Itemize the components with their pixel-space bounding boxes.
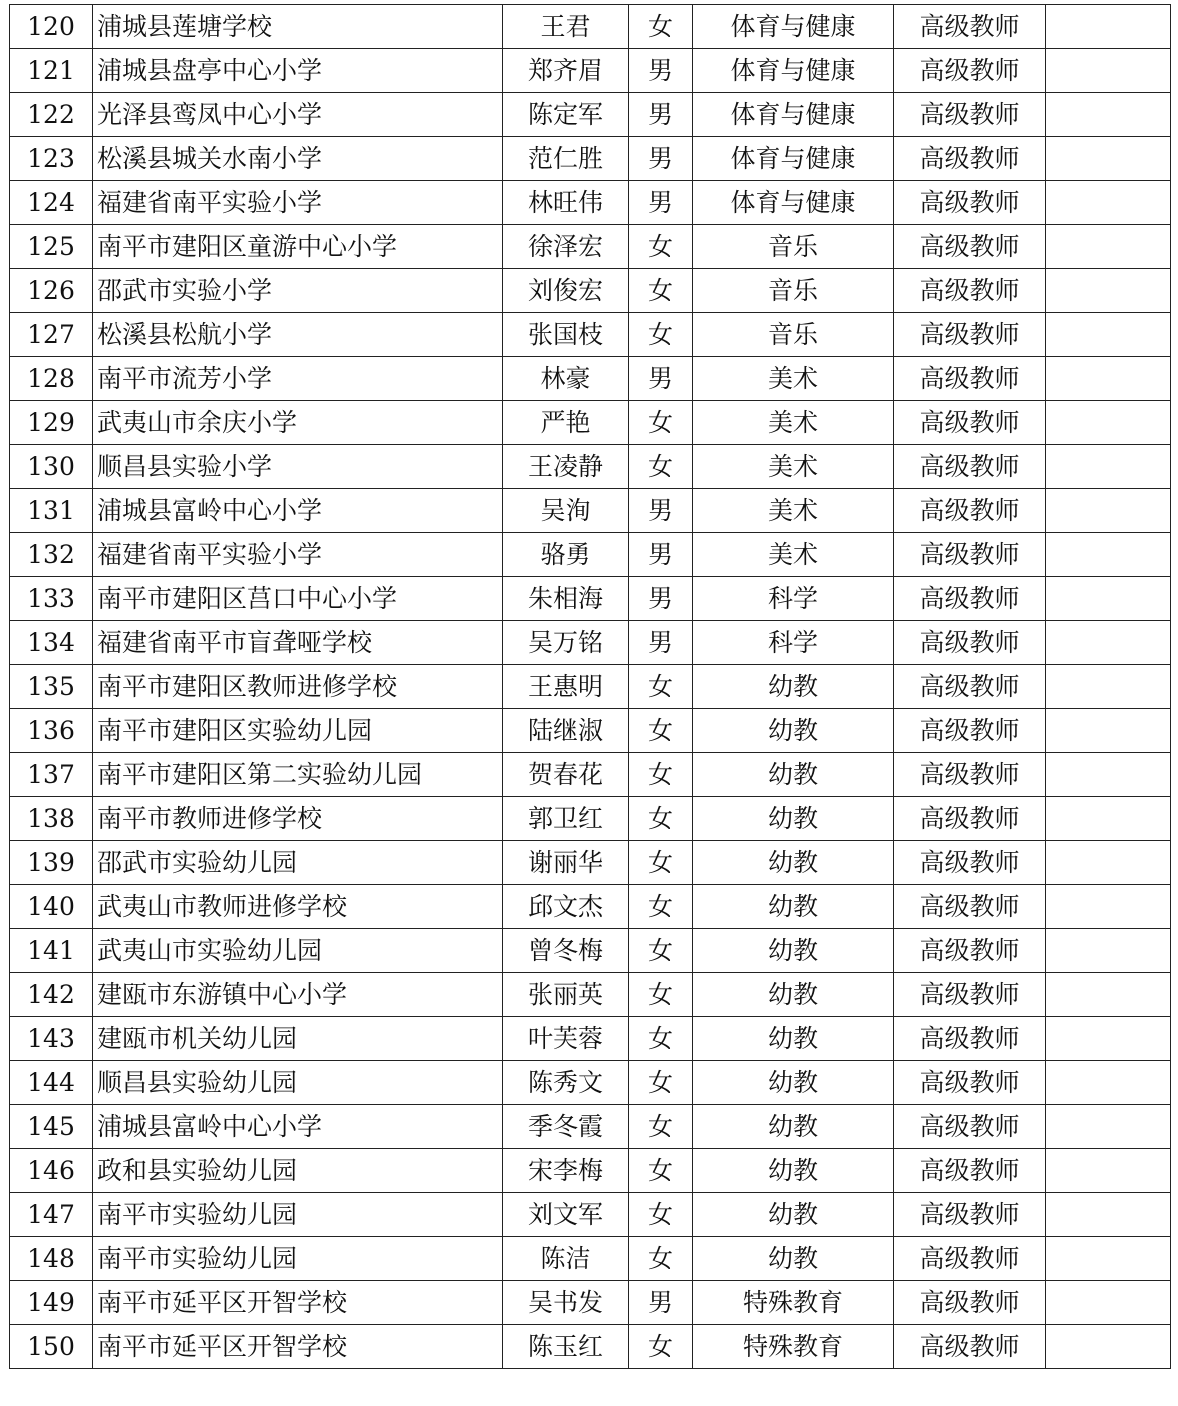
table-row bbox=[10, 93, 1171, 137]
remarks-cell bbox=[1046, 797, 1171, 841]
professional-title-cell: 高级教师 bbox=[894, 93, 1046, 137]
subject-cell: 体育与健康 bbox=[693, 137, 894, 181]
table-row bbox=[10, 1149, 1171, 1193]
serial-number-cell: 135 bbox=[10, 665, 93, 709]
teacher-name-cell: 陆继淑 bbox=[503, 709, 629, 753]
table-row bbox=[10, 577, 1171, 621]
subject-cell: 幼教 bbox=[693, 753, 894, 797]
gender-cell: 女 bbox=[629, 1017, 693, 1061]
serial-number-cell: 149 bbox=[10, 1281, 93, 1325]
serial-number-cell: 137 bbox=[10, 753, 93, 797]
teacher-name-cell: 宋李梅 bbox=[503, 1149, 629, 1193]
gender-cell: 女 bbox=[629, 1149, 693, 1193]
serial-number-cell: 148 bbox=[10, 1237, 93, 1281]
remarks-cell bbox=[1046, 225, 1171, 269]
serial-number-cell: 134 bbox=[10, 621, 93, 665]
remarks-cell bbox=[1046, 1061, 1171, 1105]
professional-title-cell: 高级教师 bbox=[894, 137, 1046, 181]
table-row bbox=[10, 533, 1171, 577]
serial-number-cell: 124 bbox=[10, 181, 93, 225]
school-cell: 光泽县鸾凤中心小学 bbox=[93, 93, 503, 137]
school-cell: 邵武市实验小学 bbox=[93, 269, 503, 313]
serial-number-cell: 147 bbox=[10, 1193, 93, 1237]
teacher-name-cell: 曾冬梅 bbox=[503, 929, 629, 973]
table-row bbox=[10, 1017, 1171, 1061]
subject-cell: 幼教 bbox=[693, 1237, 894, 1281]
teacher-name-cell: 朱相海 bbox=[503, 577, 629, 621]
serial-number-cell: 120 bbox=[10, 5, 93, 49]
school-cell: 浦城县盘亭中心小学 bbox=[93, 49, 503, 93]
remarks-cell bbox=[1046, 1193, 1171, 1237]
school-cell: 南平市流芳小学 bbox=[93, 357, 503, 401]
school-cell: 南平市延平区开智学校 bbox=[93, 1325, 503, 1369]
school-cell: 南平市实验幼儿园 bbox=[93, 1237, 503, 1281]
remarks-cell bbox=[1046, 1281, 1171, 1325]
teacher-name-cell: 季冬霞 bbox=[503, 1105, 629, 1149]
professional-title-cell: 高级教师 bbox=[894, 1149, 1046, 1193]
serial-number-cell: 128 bbox=[10, 357, 93, 401]
gender-cell: 男 bbox=[629, 533, 693, 577]
school-cell: 浦城县富岭中心小学 bbox=[93, 1105, 503, 1149]
teacher-list-table bbox=[9, 4, 1171, 1369]
school-cell: 南平市实验幼儿园 bbox=[93, 1193, 503, 1237]
gender-cell: 女 bbox=[629, 1061, 693, 1105]
subject-cell: 幼教 bbox=[693, 1193, 894, 1237]
teacher-name-cell: 王君 bbox=[503, 5, 629, 49]
school-cell: 南平市建阳区莒口中心小学 bbox=[93, 577, 503, 621]
gender-cell: 女 bbox=[629, 929, 693, 973]
teacher-name-cell: 王惠明 bbox=[503, 665, 629, 709]
school-cell: 政和县实验幼儿园 bbox=[93, 1149, 503, 1193]
gender-cell: 女 bbox=[629, 797, 693, 841]
gender-cell: 女 bbox=[629, 1325, 693, 1369]
subject-cell: 体育与健康 bbox=[693, 93, 894, 137]
serial-number-cell: 133 bbox=[10, 577, 93, 621]
gender-cell: 男 bbox=[629, 621, 693, 665]
subject-cell: 幼教 bbox=[693, 973, 894, 1017]
remarks-cell bbox=[1046, 1325, 1171, 1369]
table-row bbox=[10, 313, 1171, 357]
remarks-cell bbox=[1046, 929, 1171, 973]
school-cell: 南平市教师进修学校 bbox=[93, 797, 503, 841]
professional-title-cell: 高级教师 bbox=[894, 1105, 1046, 1149]
subject-cell: 幼教 bbox=[693, 665, 894, 709]
school-cell: 南平市建阳区教师进修学校 bbox=[93, 665, 503, 709]
table-row bbox=[10, 665, 1171, 709]
table-row bbox=[10, 489, 1171, 533]
remarks-cell bbox=[1046, 93, 1171, 137]
school-cell: 南平市建阳区童游中心小学 bbox=[93, 225, 503, 269]
remarks-cell bbox=[1046, 973, 1171, 1017]
remarks-cell bbox=[1046, 1149, 1171, 1193]
subject-cell: 幼教 bbox=[693, 1061, 894, 1105]
professional-title-cell: 高级教师 bbox=[894, 1193, 1046, 1237]
professional-title-cell: 高级教师 bbox=[894, 313, 1046, 357]
teacher-name-cell: 刘文军 bbox=[503, 1193, 629, 1237]
school-cell: 南平市建阳区第二实验幼儿园 bbox=[93, 753, 503, 797]
professional-title-cell: 高级教师 bbox=[894, 973, 1046, 1017]
gender-cell: 女 bbox=[629, 885, 693, 929]
serial-number-cell: 122 bbox=[10, 93, 93, 137]
school-cell: 松溪县城关水南小学 bbox=[93, 137, 503, 181]
serial-number-cell: 126 bbox=[10, 269, 93, 313]
remarks-cell bbox=[1046, 665, 1171, 709]
subject-cell: 幼教 bbox=[693, 885, 894, 929]
school-cell: 福建省南平实验小学 bbox=[93, 533, 503, 577]
table-row bbox=[10, 225, 1171, 269]
teacher-name-cell: 张丽英 bbox=[503, 973, 629, 1017]
table-row bbox=[10, 1061, 1171, 1105]
school-cell: 福建省南平市盲聋哑学校 bbox=[93, 621, 503, 665]
teacher-name-cell: 吴书发 bbox=[503, 1281, 629, 1325]
remarks-cell bbox=[1046, 401, 1171, 445]
school-cell: 邵武市实验幼儿园 bbox=[93, 841, 503, 885]
table-row bbox=[10, 181, 1171, 225]
professional-title-cell: 高级教师 bbox=[894, 489, 1046, 533]
table-row bbox=[10, 621, 1171, 665]
serial-number-cell: 121 bbox=[10, 49, 93, 93]
teacher-name-cell: 陈定军 bbox=[503, 93, 629, 137]
serial-number-cell: 125 bbox=[10, 225, 93, 269]
remarks-cell bbox=[1046, 1017, 1171, 1061]
teacher-name-cell: 郑齐眉 bbox=[503, 49, 629, 93]
gender-cell: 男 bbox=[629, 577, 693, 621]
teacher-name-cell: 徐泽宏 bbox=[503, 225, 629, 269]
professional-title-cell: 高级教师 bbox=[894, 49, 1046, 93]
table-row bbox=[10, 709, 1171, 753]
gender-cell: 女 bbox=[629, 313, 693, 357]
table-row bbox=[10, 797, 1171, 841]
remarks-cell bbox=[1046, 621, 1171, 665]
table-row bbox=[10, 445, 1171, 489]
remarks-cell bbox=[1046, 137, 1171, 181]
table-row bbox=[10, 885, 1171, 929]
professional-title-cell: 高级教师 bbox=[894, 665, 1046, 709]
teacher-name-cell: 范仁胜 bbox=[503, 137, 629, 181]
serial-number-cell: 123 bbox=[10, 137, 93, 181]
gender-cell: 男 bbox=[629, 93, 693, 137]
subject-cell: 美术 bbox=[693, 401, 894, 445]
gender-cell: 男 bbox=[629, 1281, 693, 1325]
serial-number-cell: 132 bbox=[10, 533, 93, 577]
subject-cell: 体育与健康 bbox=[693, 181, 894, 225]
subject-cell: 美术 bbox=[693, 533, 894, 577]
subject-cell: 音乐 bbox=[693, 269, 894, 313]
professional-title-cell: 高级教师 bbox=[894, 709, 1046, 753]
gender-cell: 女 bbox=[629, 1237, 693, 1281]
professional-title-cell: 高级教师 bbox=[894, 577, 1046, 621]
subject-cell: 幼教 bbox=[693, 1149, 894, 1193]
remarks-cell bbox=[1046, 1105, 1171, 1149]
serial-number-cell: 141 bbox=[10, 929, 93, 973]
table-body bbox=[10, 5, 1171, 1369]
professional-title-cell: 高级教师 bbox=[894, 357, 1046, 401]
professional-title-cell: 高级教师 bbox=[894, 621, 1046, 665]
professional-title-cell: 高级教师 bbox=[894, 929, 1046, 973]
remarks-cell bbox=[1046, 5, 1171, 49]
subject-cell: 特殊教育 bbox=[693, 1325, 894, 1369]
remarks-cell bbox=[1046, 841, 1171, 885]
school-cell: 松溪县松航小学 bbox=[93, 313, 503, 357]
table-row bbox=[10, 929, 1171, 973]
gender-cell: 男 bbox=[629, 489, 693, 533]
subject-cell: 美术 bbox=[693, 489, 894, 533]
gender-cell: 女 bbox=[629, 665, 693, 709]
teacher-name-cell: 张国枝 bbox=[503, 313, 629, 357]
gender-cell: 男 bbox=[629, 357, 693, 401]
table-row bbox=[10, 269, 1171, 313]
gender-cell: 男 bbox=[629, 181, 693, 225]
teacher-name-cell: 吴万铭 bbox=[503, 621, 629, 665]
serial-number-cell: 131 bbox=[10, 489, 93, 533]
remarks-cell bbox=[1046, 357, 1171, 401]
teacher-name-cell: 王凌静 bbox=[503, 445, 629, 489]
serial-number-cell: 142 bbox=[10, 973, 93, 1017]
teacher-name-cell: 陈洁 bbox=[503, 1237, 629, 1281]
professional-title-cell: 高级教师 bbox=[894, 797, 1046, 841]
teacher-name-cell: 刘俊宏 bbox=[503, 269, 629, 313]
professional-title-cell: 高级教师 bbox=[894, 269, 1046, 313]
professional-title-cell: 高级教师 bbox=[894, 181, 1046, 225]
teacher-name-cell: 林豪 bbox=[503, 357, 629, 401]
subject-cell: 幼教 bbox=[693, 929, 894, 973]
subject-cell: 幼教 bbox=[693, 1105, 894, 1149]
subject-cell: 幼教 bbox=[693, 709, 894, 753]
table-row bbox=[10, 5, 1171, 49]
table-row bbox=[10, 137, 1171, 181]
subject-cell: 体育与健康 bbox=[693, 5, 894, 49]
gender-cell: 女 bbox=[629, 841, 693, 885]
gender-cell: 女 bbox=[629, 225, 693, 269]
serial-number-cell: 139 bbox=[10, 841, 93, 885]
professional-title-cell: 高级教师 bbox=[894, 225, 1046, 269]
professional-title-cell: 高级教师 bbox=[894, 445, 1046, 489]
subject-cell: 幼教 bbox=[693, 1017, 894, 1061]
gender-cell: 男 bbox=[629, 137, 693, 181]
subject-cell: 美术 bbox=[693, 445, 894, 489]
school-cell: 武夷山市教师进修学校 bbox=[93, 885, 503, 929]
table-row bbox=[10, 401, 1171, 445]
school-cell: 南平市延平区开智学校 bbox=[93, 1281, 503, 1325]
serial-number-cell: 144 bbox=[10, 1061, 93, 1105]
table-row bbox=[10, 1325, 1171, 1369]
subject-cell: 体育与健康 bbox=[693, 49, 894, 93]
remarks-cell bbox=[1046, 533, 1171, 577]
table-row bbox=[10, 753, 1171, 797]
table-row bbox=[10, 357, 1171, 401]
gender-cell: 女 bbox=[629, 1105, 693, 1149]
serial-number-cell: 140 bbox=[10, 885, 93, 929]
subject-cell: 科学 bbox=[693, 577, 894, 621]
teacher-name-cell: 贺春花 bbox=[503, 753, 629, 797]
school-cell: 建瓯市东游镇中心小学 bbox=[93, 973, 503, 1017]
table-row bbox=[10, 1105, 1171, 1149]
professional-title-cell: 高级教师 bbox=[894, 1281, 1046, 1325]
teacher-name-cell: 吴洵 bbox=[503, 489, 629, 533]
teacher-name-cell: 陈秀文 bbox=[503, 1061, 629, 1105]
serial-number-cell: 130 bbox=[10, 445, 93, 489]
school-cell: 顺昌县实验小学 bbox=[93, 445, 503, 489]
teacher-name-cell: 谢丽华 bbox=[503, 841, 629, 885]
school-cell: 顺昌县实验幼儿园 bbox=[93, 1061, 503, 1105]
serial-number-cell: 136 bbox=[10, 709, 93, 753]
table-row bbox=[10, 1237, 1171, 1281]
subject-cell: 幼教 bbox=[693, 841, 894, 885]
remarks-cell bbox=[1046, 577, 1171, 621]
gender-cell: 女 bbox=[629, 401, 693, 445]
remarks-cell bbox=[1046, 885, 1171, 929]
remarks-cell bbox=[1046, 313, 1171, 357]
table-row bbox=[10, 1193, 1171, 1237]
remarks-cell bbox=[1046, 709, 1171, 753]
professional-title-cell: 高级教师 bbox=[894, 1061, 1046, 1105]
subject-cell: 科学 bbox=[693, 621, 894, 665]
gender-cell: 女 bbox=[629, 269, 693, 313]
professional-title-cell: 高级教师 bbox=[894, 1325, 1046, 1369]
teacher-name-cell: 邱文杰 bbox=[503, 885, 629, 929]
school-cell: 建瓯市机关幼儿园 bbox=[93, 1017, 503, 1061]
remarks-cell bbox=[1046, 181, 1171, 225]
professional-title-cell: 高级教师 bbox=[894, 885, 1046, 929]
remarks-cell bbox=[1046, 489, 1171, 533]
serial-number-cell: 143 bbox=[10, 1017, 93, 1061]
school-cell: 南平市建阳区实验幼儿园 bbox=[93, 709, 503, 753]
school-cell: 武夷山市余庆小学 bbox=[93, 401, 503, 445]
professional-title-cell: 高级教师 bbox=[894, 1017, 1046, 1061]
serial-number-cell: 127 bbox=[10, 313, 93, 357]
professional-title-cell: 高级教师 bbox=[894, 5, 1046, 49]
remarks-cell bbox=[1046, 49, 1171, 93]
serial-number-cell: 150 bbox=[10, 1325, 93, 1369]
subject-cell: 音乐 bbox=[693, 225, 894, 269]
professional-title-cell: 高级教师 bbox=[894, 401, 1046, 445]
professional-title-cell: 高级教师 bbox=[894, 1237, 1046, 1281]
professional-title-cell: 高级教师 bbox=[894, 841, 1046, 885]
professional-title-cell: 高级教师 bbox=[894, 533, 1046, 577]
teacher-name-cell: 叶芙蓉 bbox=[503, 1017, 629, 1061]
school-cell: 浦城县莲塘学校 bbox=[93, 5, 503, 49]
gender-cell: 女 bbox=[629, 753, 693, 797]
gender-cell: 女 bbox=[629, 973, 693, 1017]
subject-cell: 音乐 bbox=[693, 313, 894, 357]
remarks-cell bbox=[1046, 445, 1171, 489]
subject-cell: 幼教 bbox=[693, 797, 894, 841]
gender-cell: 女 bbox=[629, 709, 693, 753]
gender-cell: 女 bbox=[629, 5, 693, 49]
table-row bbox=[10, 841, 1171, 885]
school-cell: 武夷山市实验幼儿园 bbox=[93, 929, 503, 973]
gender-cell: 女 bbox=[629, 445, 693, 489]
gender-cell: 男 bbox=[629, 49, 693, 93]
gender-cell: 女 bbox=[629, 1193, 693, 1237]
subject-cell: 特殊教育 bbox=[693, 1281, 894, 1325]
teacher-name-cell: 郭卫红 bbox=[503, 797, 629, 841]
teacher-name-cell: 林旺伟 bbox=[503, 181, 629, 225]
school-cell: 浦城县富岭中心小学 bbox=[93, 489, 503, 533]
school-cell: 福建省南平实验小学 bbox=[93, 181, 503, 225]
teacher-name-cell: 骆勇 bbox=[503, 533, 629, 577]
serial-number-cell: 138 bbox=[10, 797, 93, 841]
table-row bbox=[10, 49, 1171, 93]
table-row bbox=[10, 1281, 1171, 1325]
remarks-cell bbox=[1046, 753, 1171, 797]
remarks-cell bbox=[1046, 269, 1171, 313]
serial-number-cell: 146 bbox=[10, 1149, 93, 1193]
teacher-name-cell: 严艳 bbox=[503, 401, 629, 445]
table-row bbox=[10, 973, 1171, 1017]
serial-number-cell: 145 bbox=[10, 1105, 93, 1149]
remarks-cell bbox=[1046, 1237, 1171, 1281]
professional-title-cell: 高级教师 bbox=[894, 753, 1046, 797]
subject-cell: 美术 bbox=[693, 357, 894, 401]
serial-number-cell: 129 bbox=[10, 401, 93, 445]
teacher-name-cell: 陈玉红 bbox=[503, 1325, 629, 1369]
